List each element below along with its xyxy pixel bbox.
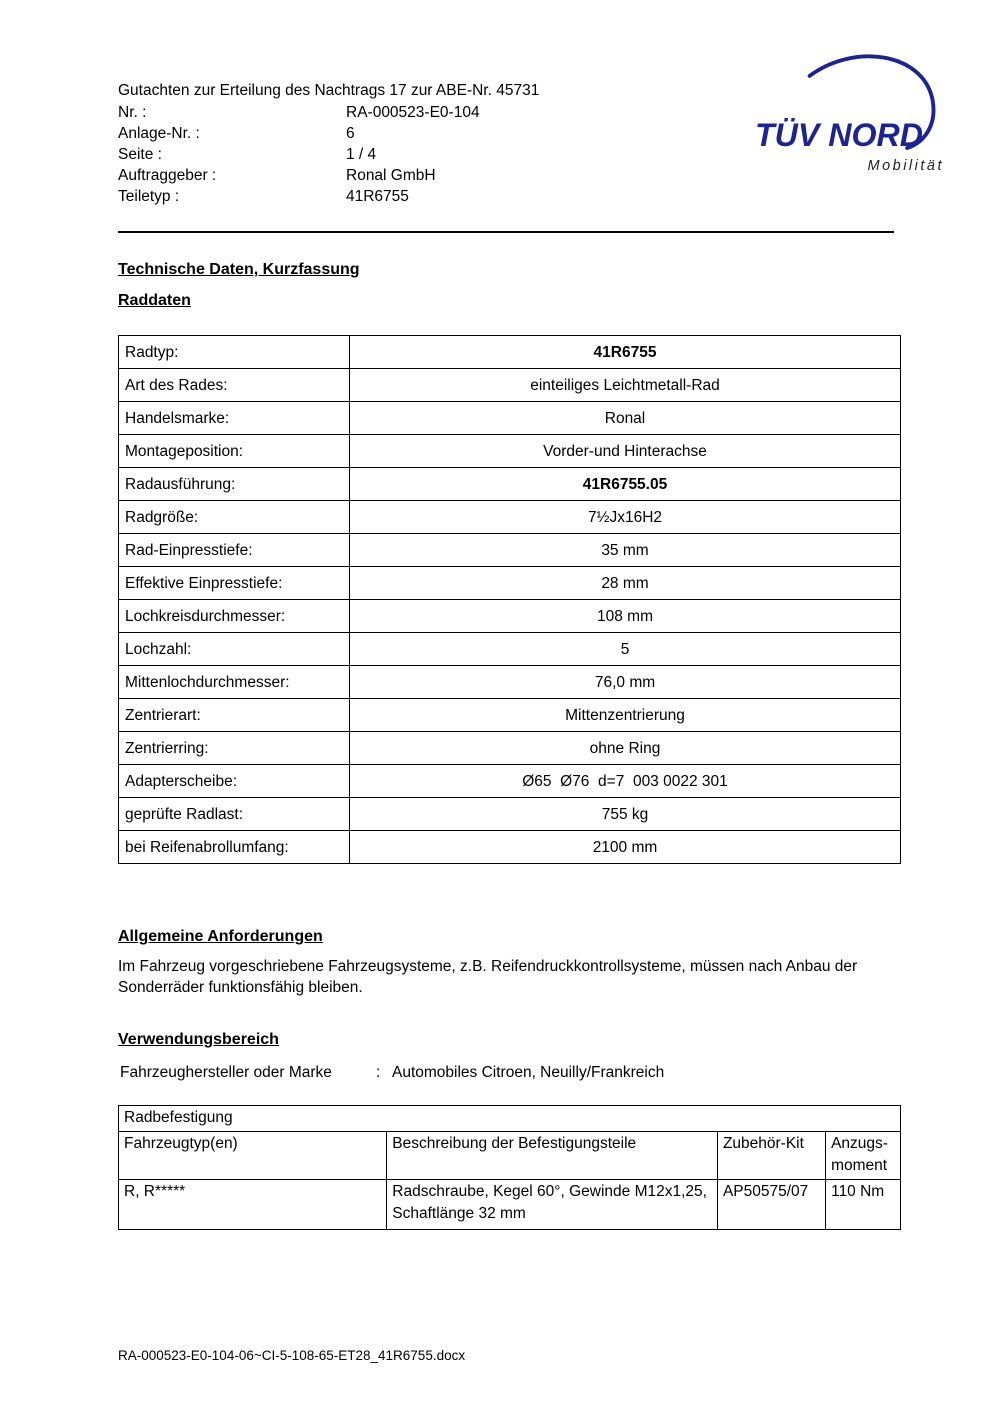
hersteller-value: Automobiles Citroen, Neuilly/Frankreich: [392, 1064, 665, 1081]
row-label: Rad-Einpresstiefe:: [119, 534, 350, 567]
hersteller-line: [118, 1062, 901, 1083]
table-row: [119, 369, 901, 402]
table-row: [119, 633, 901, 666]
row-label: Radgröße:: [119, 501, 350, 534]
header-field-label: Teiletyp :: [118, 188, 180, 205]
cell-zubehoer-kit: AP50575/07: [717, 1180, 825, 1230]
table-row: [119, 831, 901, 864]
paragraph-allgemeine-anforderungen: Im Fahrzeug vorgeschriebene Fahrzeugsysteme, z.B. Reifendruckkontrollsysteme, müssen nach Anbau der Sonderräder funktionsfähig bleiben.: [118, 958, 858, 996]
table-row: [119, 435, 901, 468]
table-row: [119, 501, 901, 534]
row-value: Ø65 Ø76 d=7 003 0022 301: [350, 765, 901, 798]
header-field-value: 6: [346, 125, 355, 142]
row-label: Radtyp:: [119, 336, 350, 369]
header-field: [118, 165, 901, 186]
section-title-verwendungsbereich: Verwendungsbereich: [118, 1031, 279, 1048]
row-label: bei Reifenabrollumfang:: [119, 831, 350, 864]
cell-anzugsmoment: 110 Nm: [826, 1180, 901, 1230]
header-title: Gutachten zur Erteilung des Nachtrags 17 zur ABE-Nr. 45731: [118, 82, 540, 99]
row-label: Adapterscheibe:: [119, 765, 350, 798]
row-value: 35 mm: [350, 534, 901, 567]
row-value: 7½Jx16H2: [350, 501, 901, 534]
hersteller-colon: :: [376, 1064, 381, 1081]
row-label: Radausführung:: [119, 468, 350, 501]
row-value: Mittenzentrierung: [350, 699, 901, 732]
header-field: [118, 102, 901, 123]
header-field: [118, 186, 901, 207]
table-row: [119, 732, 901, 765]
table-row: [119, 798, 901, 831]
table-row: [119, 666, 901, 699]
row-value: 28 mm: [350, 567, 901, 600]
header-field-value: 41R6755: [346, 188, 409, 205]
footer-filename: RA-000523-E0-104-06~CI-5-108-65-ET28_41R6755.docx: [118, 1348, 466, 1363]
raddaten-table: [118, 335, 901, 864]
header-field-label: Seite :: [118, 146, 162, 163]
row-value: 41R6755: [350, 336, 901, 369]
row-label: Montageposition:: [119, 435, 350, 468]
column-header-fahrzeugtyp: Fahrzeugtyp(en): [119, 1132, 387, 1180]
header-field-value: Ronal GmbH: [346, 167, 436, 184]
table-row: [119, 600, 901, 633]
header-field-value: RA-000523-E0-104: [346, 104, 480, 121]
row-label: Mittenlochdurchmesser:: [119, 666, 350, 699]
row-value: 755 kg: [350, 798, 901, 831]
header-field: [118, 144, 901, 165]
row-label: Lochzahl:: [119, 633, 350, 666]
logo-tagline: Mobilität: [867, 158, 944, 174]
row-value: 5: [350, 633, 901, 666]
column-header-anzugsmoment: Anzugs-moment: [826, 1132, 901, 1180]
logo-brand-text: TÜV NORD: [755, 117, 923, 154]
row-value: 108 mm: [350, 600, 901, 633]
row-label: Zentrierart:: [119, 699, 350, 732]
row-label: Zentrierring:: [119, 732, 350, 765]
header-field-label: Anlage-Nr. :: [118, 125, 200, 142]
table-title-row: [119, 1106, 901, 1132]
section-title-technische-daten: Technische Daten, Kurzfassung: [118, 261, 360, 278]
table-row: [119, 567, 901, 600]
table-title: Radbefestigung: [119, 1106, 901, 1132]
table-row: [119, 699, 901, 732]
header-field-value: 1 / 4: [346, 146, 377, 163]
table-header-row: [119, 1132, 901, 1180]
header-field: [118, 123, 901, 144]
row-value: ohne Ring: [350, 732, 901, 765]
table-row: [119, 534, 901, 567]
row-value: Ronal: [350, 402, 901, 435]
section-title-raddaten: Raddaten: [118, 292, 191, 309]
header-divider: [118, 231, 894, 233]
cell-fahrzeugtyp: R, R*****: [119, 1180, 387, 1230]
table-row: [119, 468, 901, 501]
row-value: 2100 mm: [350, 831, 901, 864]
row-label: Art des Rades:: [119, 369, 350, 402]
column-header-beschreibung: Beschreibung der Befestigungsteile: [387, 1132, 718, 1180]
column-header-zubehoer-kit: Zubehör-Kit: [717, 1132, 825, 1180]
cell-beschreibung: Radschraube, Kegel 60°, Gewinde M12x1,25, Schaftlänge 32 mm: [387, 1180, 718, 1230]
row-value: einteiliges Leichtmetall-Rad: [350, 369, 901, 402]
row-label: Handelsmarke:: [119, 402, 350, 435]
row-label: Lochkreisdurchmesser:: [119, 600, 350, 633]
table-row: [119, 1180, 901, 1230]
section-title-allgemeine-anforderungen: Allgemeine Anforderungen: [118, 928, 323, 945]
header-field-label: Nr. :: [118, 104, 147, 121]
row-value: 41R6755.05: [350, 468, 901, 501]
row-label: geprüfte Radlast:: [119, 798, 350, 831]
table-row: [119, 765, 901, 798]
header-field-label: Auftraggeber :: [118, 167, 217, 184]
header-info: [118, 80, 901, 207]
table-row: [119, 336, 901, 369]
row-value: Vorder-und Hinterachse: [350, 435, 901, 468]
hersteller-label: Fahrzeughersteller oder Marke: [120, 1064, 332, 1081]
radbefestigung-table: [118, 1105, 901, 1230]
table-row: [119, 402, 901, 435]
row-value: 76,0 mm: [350, 666, 901, 699]
row-label: Effektive Einpresstiefe:: [119, 567, 350, 600]
